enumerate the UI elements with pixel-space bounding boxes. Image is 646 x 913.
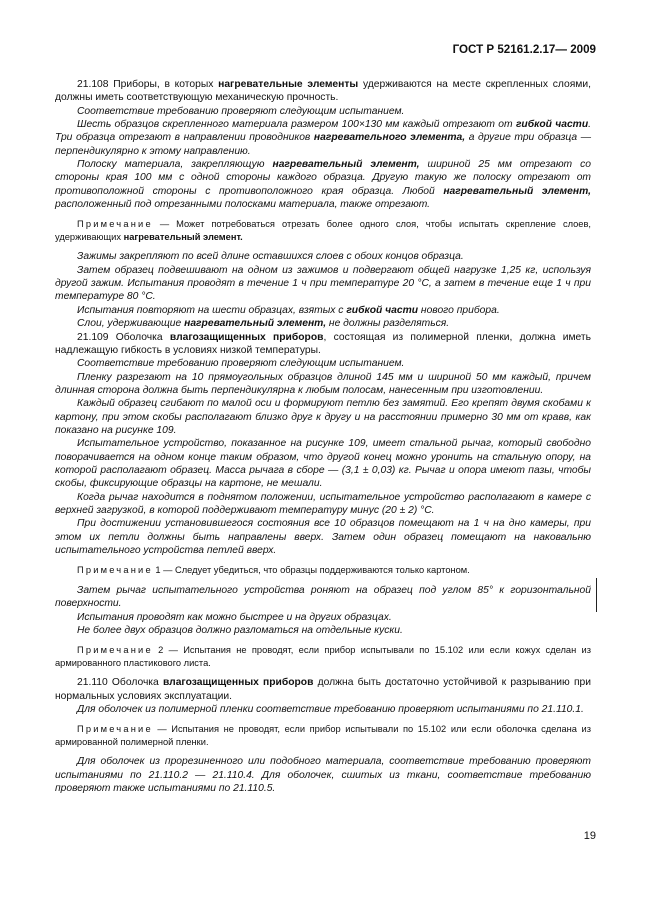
body-paragraph [55, 517, 591, 557]
text-segment: Затем рычаг испытательного устройства роняют на образец под углом 85° к горизонтальной поверхности. [55, 584, 591, 610]
text-segment: Испытательное устройство, показанное на рисунке 109, имеет стальной рычаг, который свободно поворачивается на одном конце таким образом, что другой конец можно уронить на стальную опору, на которой располагают образец. Масса рычага в сборе — (3,1 ± 0,03) кг. Рычаг и опора имеют пазы, чтобы скобы, фиксирующие образцы на картоне, не мешали. [55, 438, 591, 490]
text-segment: — Может потребоваться отрезать более одного слоя, чтобы испытать скрепление слоев, удерживающих [55, 219, 591, 242]
note-label: Примечание [77, 565, 153, 576]
bold-term: нагревательный элемент, [443, 185, 591, 197]
block-gap [55, 211, 591, 218]
bold-term: нагревательный элемент. [123, 231, 243, 242]
body-paragraph [55, 357, 591, 370]
body-paragraph [55, 304, 591, 317]
note-label: Примечание [77, 645, 153, 656]
bold-term: гибкой части [346, 304, 419, 316]
margin-change-bar [596, 578, 597, 612]
text-segment: 1 — Следует убедиться, что образцы поддерживаются только картоном. [152, 565, 470, 576]
block-gap [55, 716, 591, 723]
bold-term: влагозащищенных приборов [162, 677, 314, 689]
bold-term: нагревательные элементы [218, 79, 359, 90]
body-paragraph [55, 584, 591, 611]
block-gap [55, 243, 591, 250]
bold-term: гибкой части [515, 119, 589, 131]
body-paragraph [55, 371, 591, 398]
body-paragraph [55, 703, 591, 716]
body-paragraph [55, 676, 591, 703]
bold-term: нагревательный элемент, [272, 159, 420, 171]
text-segment: 21.108 Приборы, в которых [77, 79, 219, 90]
body-paragraph [55, 317, 591, 330]
page-number: 19 [583, 830, 596, 842]
text-segment: расположенный под отрезанными полосками материала, также отрезают. [55, 199, 431, 211]
note-label: Примечание [77, 724, 153, 735]
document-header: ГОСТ Р 52161.2.17— 2009 [452, 43, 596, 56]
body-paragraph [55, 118, 591, 158]
note-paragraph [55, 218, 591, 243]
bold-term: нагревательный элемент, [184, 318, 327, 330]
note-paragraph [55, 644, 591, 669]
body-paragraph [55, 78, 591, 105]
text-segment: Пленку разрезают на 10 прямоугольных образцов длиной 145 мм и шириной 50 мм каждый, причем длинная сторона должна быть перпендикулярна к любым полосам, нанесенным при изготовлении. [55, 371, 591, 396]
text-segment: Зажимы закрепляют по всей длине оставшихся слоев с обоих концов образца. [77, 251, 464, 263]
page-body [55, 78, 591, 795]
body-paragraph [55, 397, 591, 437]
text-segment: Соответствие требованию проверяют следующим испытанием. [77, 358, 405, 370]
text-segment: . Три образца отрезают в направлении проводников [55, 119, 591, 144]
block-gap [55, 748, 591, 755]
text-segment: 21.110 Оболочка [77, 677, 163, 689]
text-segment: Полоску материала, закрепляющую [77, 159, 273, 171]
text-segment: Испытания повторяют на шести образцах, взятых с [77, 304, 347, 316]
block-gap [55, 669, 591, 676]
text-segment: Шесть образцов скрепленного материала размером 100×130 мм каждый отрезают от [77, 119, 516, 131]
text-segment: нового прибора. [418, 304, 500, 316]
text-segment: Испытания проводят как можно быстрее и на других образцах. [77, 611, 392, 623]
note-paragraph [55, 723, 591, 748]
body-paragraph [55, 105, 591, 118]
bold-term: нагревательного элемента, [313, 132, 466, 144]
body-paragraph [55, 491, 591, 518]
body-paragraph [55, 264, 591, 304]
text-segment: не должны разделяться. [326, 318, 450, 330]
bold-term: влагозащищенных приборов [169, 331, 324, 343]
body-paragraph [55, 331, 591, 358]
text-segment: При достижении установившегося состояния все 10 образцов помещают на 1 ч на дно камеры, при этом их петли должны быть направлены вверх. Затем один образец помещают на наковальню испытательного устройства петлей вверх. [55, 518, 591, 556]
body-paragraph [55, 158, 591, 211]
text-segment: удерживаются на месте скрепленных слоями, должны иметь соответствующую механическую прочность. [55, 79, 591, 104]
text-segment: должна быть достаточно устойчивой к разрыванию при нормальных условиях эксплуатации. [55, 677, 591, 702]
text-segment: Затем образец подвешивают на одном из зажимов и подвергают общей нагрузке 1,25 кг, используя другой зажим. Испытания проводят в течение 1 ч при температуре 20 °С, а затем в течение еще 1 ч при температуре 80 °С. [55, 264, 591, 303]
text-segment: Соответствие требованию проверяют следующим испытанием. [77, 105, 405, 117]
body-paragraph [55, 624, 591, 637]
body-paragraph [55, 611, 591, 624]
note-label: Примечание [77, 219, 153, 230]
text-segment: Каждый образец сгибают по малой оси и формируют петлю без замятий. Его крепят двумя скобами к картону, при этом скобы располагают близко друг к другу и на расстоянии примерно 30 мм от кравв, как показано на рисунке 109. [55, 398, 591, 436]
body-paragraph [55, 755, 591, 795]
text-segment: шириной 25 мм отрезают со стороны края 100 мм с одной стороны каждого образца. Другую такую же полоску отрезают от противоположной стороны с противоположного края образца. Любой [55, 159, 591, 197]
text-segment: а другие три образца — перпендикулярно к этому направлению. [55, 132, 592, 157]
text-segment: Не более двух образцов должно разломаться на отдельные куски. [77, 624, 403, 636]
block-gap [55, 577, 591, 584]
text-segment: Для оболочек из прорезиненного или подобного материала, соответствие требованию проверяют испытаниями по 21.110.2 — 21.110.4. Для оболочек, сшитых из ткани, соответствие требованию проверяют также испытаниями по 21.110.5. [55, 756, 591, 794]
text-segment: — Испытания не проводят, если прибор испытывали по 15.102 или если оболочка сделана из армированной полимерной пленки. [55, 724, 591, 747]
body-paragraph [55, 250, 591, 263]
text-segment: Для оболочек из полимерной пленки соответствие требованию проверяют испытаниями по 21.110.1. [77, 703, 584, 715]
body-paragraph [55, 437, 591, 490]
text-segment: Слои, удерживающие [77, 318, 185, 330]
text-segment: 21.109 Оболочка [77, 331, 170, 343]
block-gap [55, 637, 591, 644]
text-segment: , состоящая из полимерной пленки, должна иметь надлежащую гибкость в условиях низкой температуры. [55, 331, 591, 356]
block-gap [55, 557, 591, 564]
note-paragraph [55, 564, 591, 577]
text-segment: Когда рычаг находится в поднятом положении, испытательное устройство располагают в камере с верхней загрузкой, в которой поддерживают температуру минус (20 ± 2) °С. [55, 491, 591, 516]
text-segment: 2 — Испытания не проводят, если прибор испытывали по 15.102 или если кожух сделан из армированного пластикового листа. [55, 645, 591, 668]
